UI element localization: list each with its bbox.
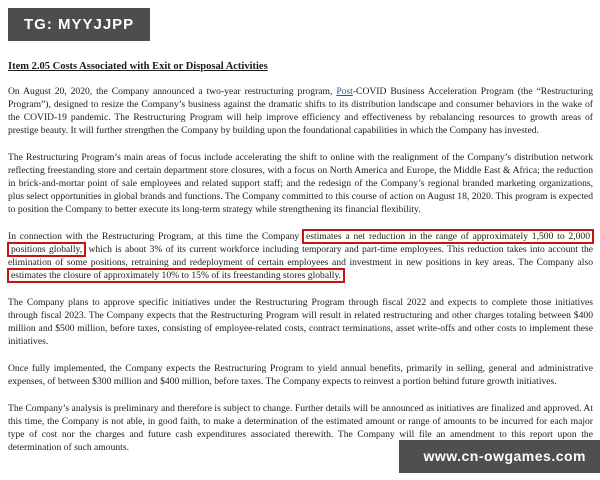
paragraph <box>8 296 593 348</box>
post-covid-link[interactable]: Post <box>336 86 353 97</box>
tg-watermark-badge: TG: MYYJJPP <box>8 8 150 41</box>
text-segment: The Company plans to approve specific initiatives under the Restructuring Program through fiscal 2022 and expects to complete those initiatives through fiscal 2023. The Company expects that the Restructuring Program will result in related restructuring and other charges totaling between $400 million and $500 million, before taxes, consisting of employee-related costs, contract terminations, asset write-offs and other costs to implement these initiatives. <box>8 297 593 347</box>
highlight-box: positions globally, <box>7 242 86 257</box>
text-segment: The Company’s analysis is preliminary and therefore is subject to change. Further details will be announced as initiatives are finalized and approved. At this time, the Company is not able, in good faith, to make a determination of the estimated amount or range of amounts to be incurred for each major type of cost nor the charges and future cash expenditures associated therewith. The Company will file an amendment to this report upon the determination of such amounts. <box>8 403 593 453</box>
text-segment: Once fully implemented, the Company expects the Restructuring Program to yield annual benefits, primarily in selling, general and administrative expenses, of between $300 million and $400 million, before taxes. The Company expects to reinvest a portion behind future growth initiatives. <box>8 363 593 387</box>
document-page <box>8 61 593 468</box>
document-heading: Item 2.05 Costs Associated with Exit or Disposal Activities <box>8 61 268 72</box>
paragraph <box>8 85 593 137</box>
paragraph <box>8 362 593 388</box>
paragraph <box>8 151 593 216</box>
site-watermark: www.cn-owgames.com <box>399 440 600 473</box>
text-segment: which is about 3% of its current workforce including temporary and part-time employees. This reduction takes into account the elimination of some positions, retraining and redeployment of certain employees and investment in new positions in key areas. The Company also <box>8 244 593 268</box>
highlight-box: estimates the closure of approximately 10% to 15% of its freestanding stores globally. <box>7 268 345 283</box>
text-segment: On August 20, 2020, the Company announced a two-year restructuring program, <box>8 86 337 97</box>
paragraph <box>8 230 593 282</box>
text-segment: The Restructuring Program’s main areas of focus include accelerating the shift to online with the realignment of the Company’s distribution network reflecting freestanding store and certain department store closures, with a focus on North America and Europe, the Middle East & Africa; the reduction in brick-and-mortar point of sale employees and related support staff; and the redesign of the Company’s regional branded marketing organizations, plus select opportunities in global brands and functions. The Company committed to this course of action on August 18, 2020. This program is expected to position the Company to better execute its long-term strategy while strengthening its financial flexibility. <box>8 152 593 215</box>
text-segment: In connection with the Restructuring Program, at this time the Company <box>8 231 303 242</box>
text-segment: -COVID Business Acceleration Program (the “Restructuring Program”), designed to resize the Company’s business against the dramatic shifts to its distribution landscape and consumer behaviors in the wake of the COVID-19 pandemic. The Restructuring Program will help improve efficiency and effectiveness by rebalancing resources to growth areas of prestige beauty. It will further strengthen the Company by building upon the foundational capabilities in which the Company has invested. <box>8 86 593 136</box>
document-body <box>8 85 593 454</box>
highlight-box: estimates a net reduction in the range of approximately 1,500 to 2,000 <box>302 229 594 244</box>
